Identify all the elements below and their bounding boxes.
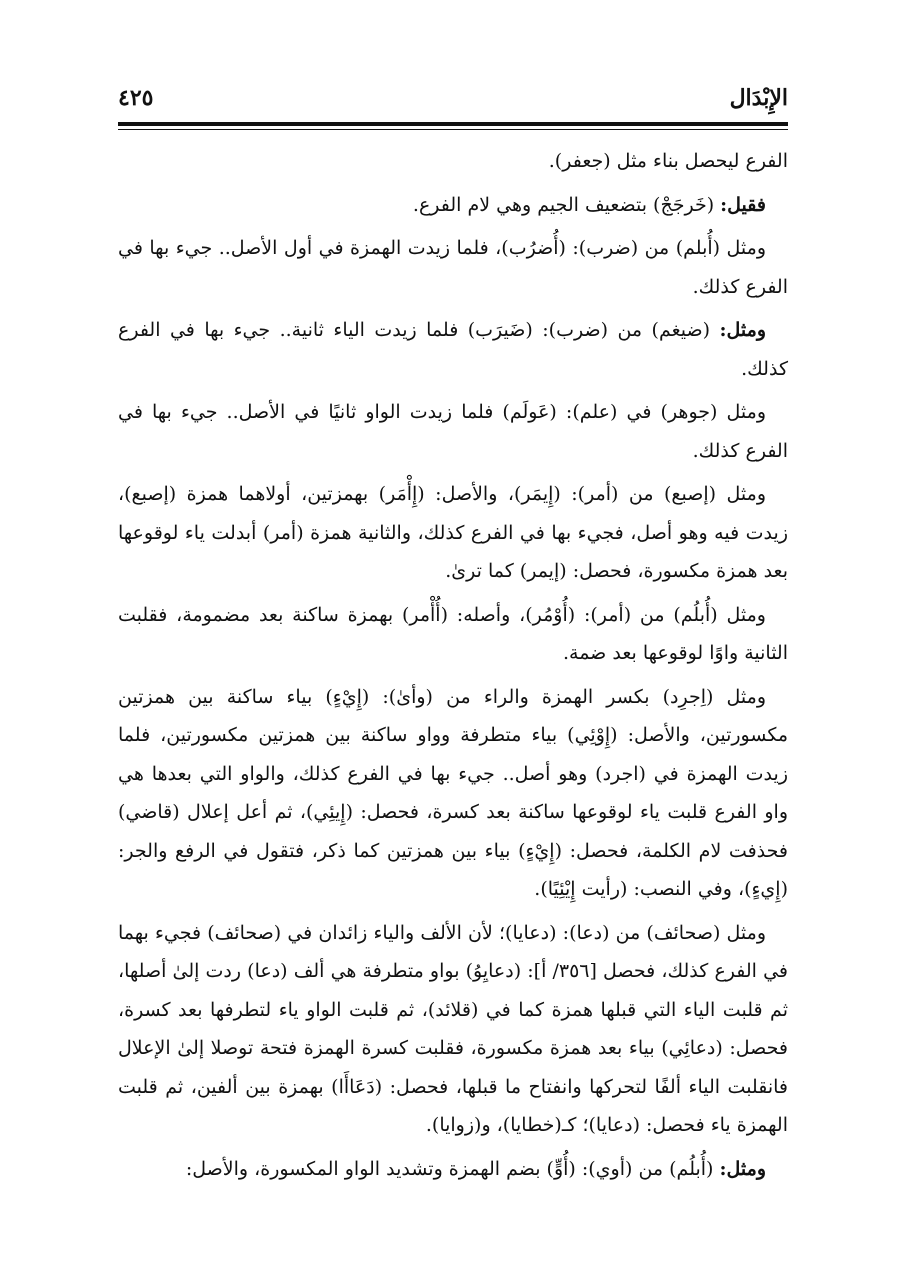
- paragraph-4: [118, 311, 788, 388]
- paragraph-7: [118, 596, 788, 673]
- paragraph-6: [118, 475, 788, 591]
- paragraph-text: ومثل (إصبع) من (أمر): (إِيمَر)، والأصل: (إِأْمَر) بهمزتين، أولاهما همزة (إصبع)، زيدت فيه وهو أصل، فجيء بها في الفرع كذلك، والثانية همزة (أمر) أبدلت ياء لوقوعها بعد همزة مكسورة، فحصل: (إيمر) كما ترىٰ.: [118, 483, 788, 582]
- running-title: الإِبْدَال: [729, 85, 788, 111]
- paragraph-9: [118, 914, 788, 1145]
- body-text: [118, 142, 788, 1188]
- paragraph-text: ومثل (أُبلم) من (ضرب): (أُضرُب)، فلما زيدت الهمزة في أول الأصل.. جيء بها في الفرع كذلك.: [118, 237, 788, 298]
- page-header: [118, 80, 788, 116]
- paragraph-lead: ومثل:: [719, 1157, 766, 1180]
- paragraph-text: الفرع ليحصل بناء مثل (جعفر).: [548, 150, 788, 172]
- paragraph-text: ومثل (جوهر) في (علم): (عَولَم) فلما زيدت الواو ثانيًا في الأصل.. جيء بها في الفرع كذلك.: [118, 401, 788, 462]
- paragraph-3: [118, 229, 788, 306]
- header-rule-thin: [118, 129, 788, 130]
- paragraph-2: [118, 186, 788, 225]
- paragraph-text: (أُبلُم) من (أوي): (أُوٍّ) بضم الهمزة وتشديد الواو المكسورة، والأصل:: [185, 1157, 720, 1180]
- paragraph-text: ومثل (اِجرِد) بكسر الهمزة والراء من (وأىٰ): (إِيْءٍ) بياء ساكنة بين همزتين مكسورتين، والأصل: (إِوْئِي) بياء متطرفة وواو ساكنة بين همزتين مكسورتين، فلما زيدت الهمزة في (اجرد) وهو أصل.. جيء بها في الفرع كذلك، والواو التي بعدها هي واو الفرع قلبت ياء لوقوعها ساكنة بعد كسرة، فحصل: (إِيئِي)، ثم أعل إعلال (قاضي) فحذفت لام الكلمة، فحصل: (إِيْءٍ) بياء بين همزتين كما ذكر، فتقول في الرفع والجر: (إِيءٍ)، وفي النصب: (رأيت إِيْئِيًا).: [118, 685, 788, 900]
- paragraph-8: [118, 678, 788, 909]
- page-number: ٤٢٥: [118, 85, 154, 111]
- paragraph-lead: فقيل:: [720, 193, 766, 216]
- paragraph-lead: ومثل:: [719, 319, 766, 341]
- paragraph-10: [118, 1150, 788, 1189]
- paragraph-5: [118, 393, 788, 470]
- paragraph-text: (ضيغم) من (ضرب): (ضَيرَب) فلما زيدت الياء ثانية.. جيء بها في الفرع كذلك.: [118, 319, 788, 380]
- paragraph-text: ومثل (صحائف) من (دعا): (دعايا)؛ لأن الألف والياء زائدان في (صحائف) فجيء بهما في الفرع كذلك، فحصل [٣٥٦/ أ]: (دعايِوُ) بواو متطرفة هي ألف (دعا) ردت إلىٰ أصلها، ثم قلبت الياء التي قبلها همزة كما في (قلائد)، ثم قلبت الواو ياء لتطرفها بعد كسرة، فحصل: (دعائِي) بياء بعد همزة مكسورة، فقلبت كسرة الهمزة فتحة توصلا إلىٰ الإعلال فانقلبت الياء ألفًا لتحركها وانفتاح ما قبلها، فحصل: (دَعَاأَا) بهمزة بين ألفين، ثم قلبت الهمزة ياء فحصل: (دعايا)؛ كـ(خطايا)، و(زوايا).: [118, 921, 788, 1136]
- document-page: [118, 80, 788, 1193]
- paragraph-1: [118, 142, 788, 181]
- paragraph-text: (خَرجَجْ) بتضعيف الجيم وهي لام الفرع.: [412, 193, 721, 216]
- header-rule-thick: [118, 122, 788, 126]
- paragraph-text: ومثل (أُبلُم) من (أمر): (أُوْمُر)، وأصله: (أُأْمر) بهمزة ساكنة بعد مضمومة، فقلبت الثانية واوًا لوقوعها بعد ضمة.: [118, 603, 788, 664]
